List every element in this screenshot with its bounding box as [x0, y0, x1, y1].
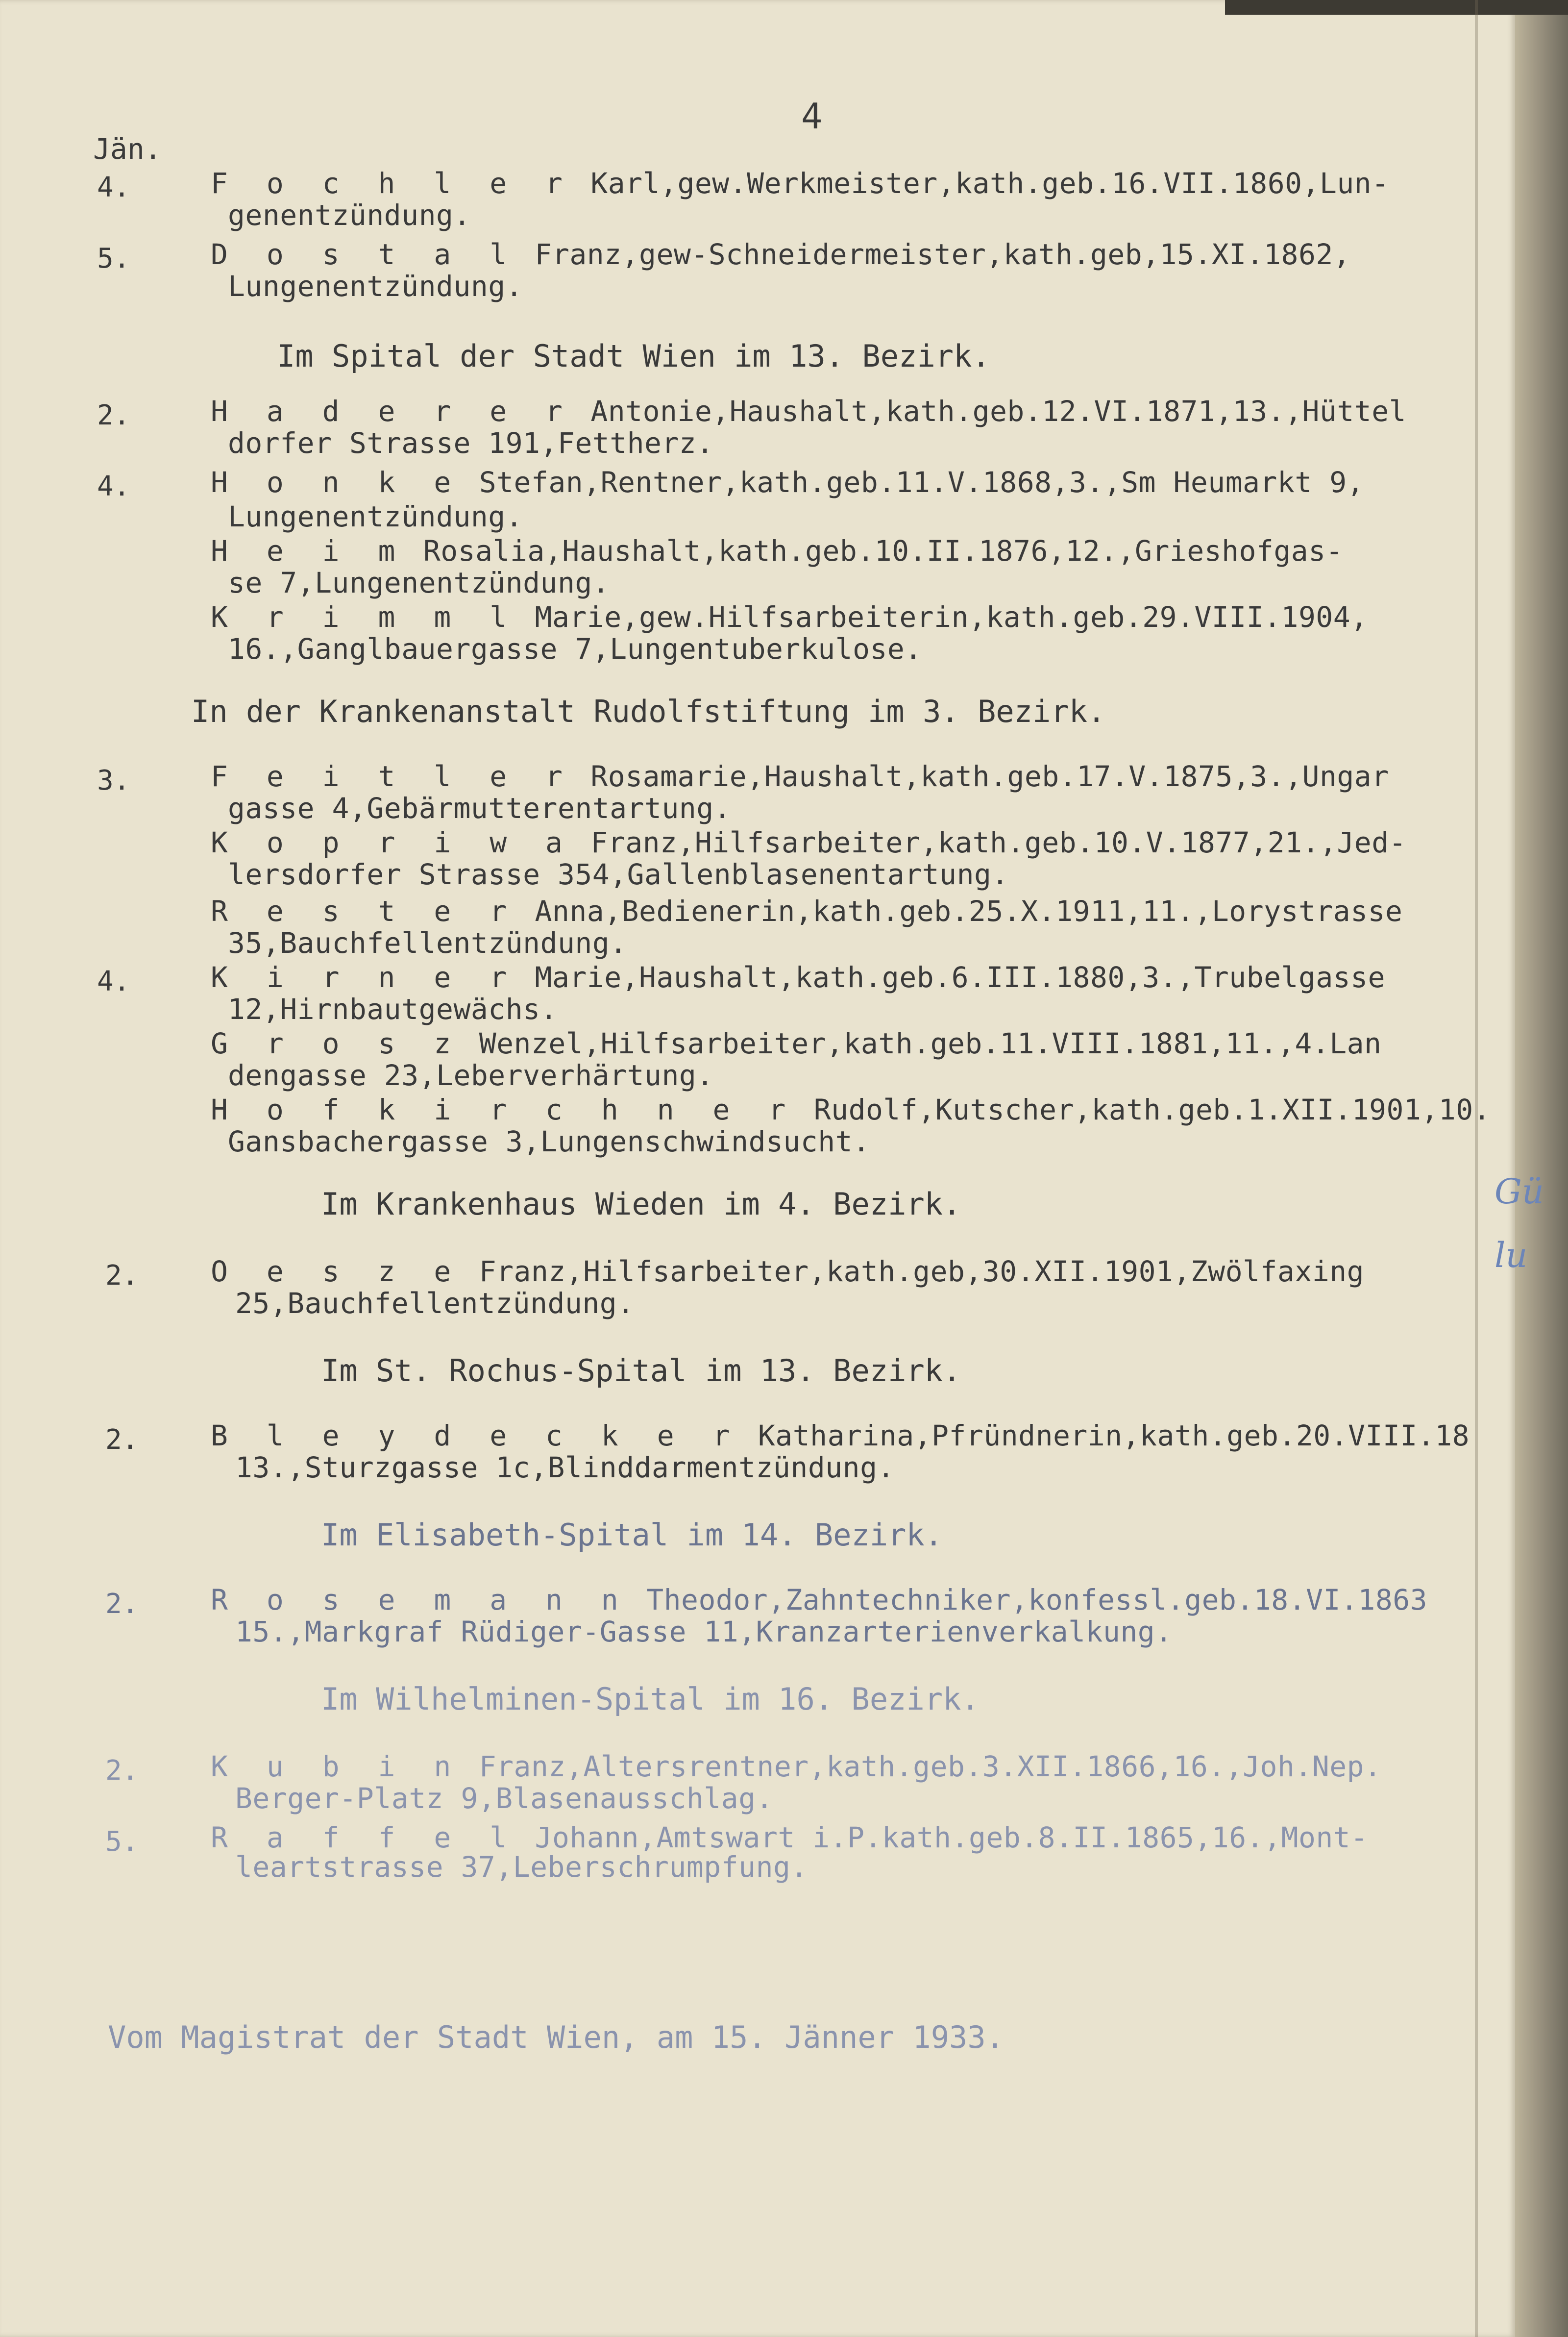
- entry-day: 2.: [105, 1424, 139, 1456]
- entry-day: 2.: [105, 1588, 139, 1620]
- surname: O e s z e: [211, 1255, 462, 1288]
- entry-details: Stefan,Rentner,kath.geb.11.V.1868,3.,Sm Heumarkt 9,: [479, 466, 1365, 499]
- section-heading: Im Spital der Stadt Wien im 13. Bezirk.: [277, 338, 990, 374]
- section-heading: Im Elisabeth-Spital im 14. Bezirk.: [321, 1517, 943, 1553]
- entry-continuation: 25,Bauchfellentzündung.: [235, 1287, 635, 1320]
- month-label: Jän.: [93, 132, 162, 166]
- surname: F e i t l e r: [211, 760, 573, 793]
- entry-line: [211, 963, 1385, 992]
- surname: H o n k e: [211, 466, 462, 499]
- entry-continuation: Gansbachergasse 3,Lungenschwindsucht.: [228, 1125, 870, 1158]
- entry-day: 5.: [105, 1826, 139, 1858]
- surname: K o p r i w a: [211, 826, 573, 859]
- page-fold: [1475, 0, 1478, 2337]
- entry-line: [211, 1257, 1364, 1286]
- entry-continuation: 13.,Sturzgasse 1c,Blinddarmentzündung.: [235, 1451, 895, 1484]
- surname: H e i m: [211, 534, 406, 568]
- surname: K r i m m l: [211, 600, 518, 634]
- entry-details: Franz,Altersrentner,kath.geb.3.XII.1866,16.,Joh.Nep.: [479, 1750, 1382, 1783]
- marginal-note-1: Gü: [1494, 1171, 1544, 1212]
- entry-day: 4.: [97, 471, 130, 502]
- entry-line: [211, 895, 1403, 928]
- surname: R a f f e l: [211, 1821, 518, 1854]
- entry-line: [211, 169, 1389, 198]
- entry-continuation: gasse 4,Gebärmutterentartung.: [228, 792, 732, 825]
- surname: B l e y d e c k e r: [211, 1419, 741, 1452]
- entry-details: Karl,gew.Werkmeister,kath.geb.16.VII.1860,Lun-: [590, 167, 1389, 200]
- entry-day: 2.: [97, 399, 130, 431]
- section-heading: Im Wilhelminen-Spital im 16. Bezirk.: [321, 1681, 980, 1717]
- entry-line: [211, 534, 1344, 568]
- entry-details: Rosalia,Haushalt,kath.geb.10.II.1876,12.,Grieshofgas-: [423, 534, 1344, 568]
- entry-day: 2.: [105, 1755, 139, 1787]
- entry-details: Wenzel,Hilfsarbeiter,kath.geb.11.VIII.1881,11.,4.Lan: [479, 1027, 1382, 1060]
- entry-line: [211, 1583, 1428, 1616]
- entry-continuation: 35,Bauchfellentzündung.: [228, 926, 627, 960]
- surname: R e s t e r: [211, 895, 518, 928]
- entry-details: Antonie,Haushalt,kath.geb.12.VI.1871,13.,Hüttel: [590, 395, 1407, 428]
- entry-continuation: dengasse 23,Leberverhärtung.: [228, 1059, 714, 1092]
- entry-continuation: dorfer Strasse 191,Fettherz.: [228, 426, 714, 460]
- page-number: 4: [801, 96, 823, 137]
- entry-line: [211, 600, 1368, 634]
- section-heading: Im Krankenhaus Wieden im 4. Bezirk.: [321, 1186, 961, 1222]
- entry-details: Theodor,Zahntechniker,konfessl.geb.18.VI.1863: [646, 1583, 1428, 1616]
- entry-continuation: se 7,Lungenentzündung.: [228, 566, 610, 599]
- entry-day: 4.: [97, 172, 130, 203]
- entry-day: 2.: [105, 1260, 139, 1292]
- entry-day: 5.: [97, 243, 130, 274]
- entry-continuation: Berger-Platz 9,Blasenausschlag.: [235, 1782, 773, 1815]
- entry-details: Rudolf,Kutscher,kath.geb.1.XII.1901,10.: [813, 1093, 1491, 1126]
- entry-line: [211, 395, 1407, 428]
- surname: H a d e r e r: [211, 395, 573, 428]
- section-heading: Im St. Rochus-Spital im 13. Bezirk.: [321, 1353, 961, 1389]
- surname: K i r n e r: [211, 961, 518, 994]
- entry-line: [211, 1029, 1382, 1058]
- entry-continuation: 12,Hirnbautgewächs.: [228, 993, 558, 1026]
- surname: D o s t a l: [211, 238, 518, 271]
- surname: H o f k i r c h n e r: [211, 1093, 797, 1126]
- entry-continuation: 16.,Ganglbauergasse 7,Lungentuberkulose.: [228, 632, 922, 666]
- entry-line: [211, 828, 1406, 857]
- entry-line: [211, 240, 1350, 269]
- entry-details: Marie,gew.Hilfsarbeiterin,kath.geb.29.VIII.1904,: [535, 600, 1368, 634]
- entry-line: [211, 1421, 1470, 1450]
- surname: G r o s z: [211, 1027, 462, 1060]
- entry-details: Rosamarie,Haushalt,kath.geb.17.V.1875,3.,Ungar: [590, 760, 1389, 793]
- entry-continuation: Lungenentzündung.: [228, 500, 523, 533]
- entry-day: 4.: [97, 966, 130, 997]
- entry-details: Marie,Haushalt,kath.geb.6.III.1880,3.,Trubelgasse: [535, 961, 1386, 994]
- footer-signature-line: Vom Magistrat der Stadt Wien, am 15. Jänner 1933.: [108, 2019, 1004, 2055]
- entry-line: [211, 1823, 1368, 1852]
- entry-line: [211, 1752, 1382, 1781]
- entry-details: Anna,Bedienerin,kath.geb.25.X.1911,11.,Lorystrasse: [535, 895, 1403, 928]
- entry-line: [211, 1095, 1491, 1124]
- entry-details: Johann,Amtswart i.P.kath.geb.8.II.1865,16.,Mont-: [535, 1821, 1368, 1854]
- surname: R o s e m a n n: [211, 1583, 629, 1616]
- entry-details: Franz,Hilfsarbeiter,kath.geb.10.V.1877,21.,Jed-: [590, 826, 1407, 859]
- entry-line: [211, 762, 1389, 791]
- page-edge: [1515, 0, 1568, 2337]
- section-heading: In der Krankenanstalt Rudolfstiftung im 3. Bezirk.: [191, 694, 1106, 729]
- entry-continuation: Lungenentzündung.: [228, 270, 523, 303]
- entry-details: Katharina,Pfründnerin,kath.geb.20.VIII.18: [758, 1419, 1470, 1452]
- entry-day: 3.: [97, 765, 130, 796]
- entry-line: [211, 468, 1364, 497]
- scan-gap: [1225, 0, 1568, 15]
- surname: K u b i n: [211, 1750, 462, 1783]
- entry-details: Franz,gew-Schneidermeister,kath.geb,15.XI.1862,: [535, 238, 1351, 271]
- surname: F o c h l e r: [211, 167, 573, 200]
- entry-details: Franz,Hilfsarbeiter,kath.geb,30.XII.1901,Zwölfaxing: [479, 1255, 1365, 1288]
- entry-continuation: genentzündung.: [228, 199, 471, 232]
- marginal-note-2: lu: [1494, 1235, 1528, 1275]
- entry-continuation: leartstrasse 37,Leberschrumpfung.: [235, 1850, 808, 1884]
- entry-continuation: 15.,Markgraf Rüdiger-Gasse 11,Kranzarterienverkalkung.: [235, 1615, 1173, 1648]
- entry-continuation: lersdorfer Strasse 354,Gallenblasenentartung.: [228, 858, 1009, 891]
